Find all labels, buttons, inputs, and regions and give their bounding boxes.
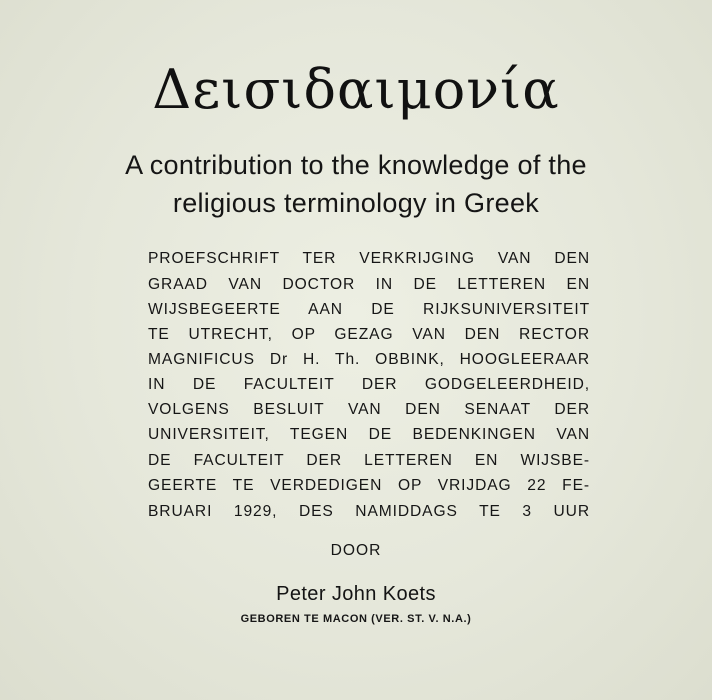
thesis-line-10: GEERTE TE VERDEDIGEN OP VRIJDAG 22 FE-	[148, 477, 590, 494]
thesis-line-2: GRAAD VAN DOCTOR IN DE LETTEREN EN	[148, 276, 590, 293]
author-name: Peter John Koets	[276, 583, 436, 605]
birthplace-line: GEBOREN TE MACON (VER. ST. V. N.A.)	[240, 613, 472, 625]
thesis-line-9: DE FACULTEIT DER LETTEREN EN WIJSBE-	[148, 452, 590, 469]
subtitle-line-1: A contribution to the knowledge of the	[125, 150, 587, 180]
thesis-line-4: TE UTRECHT, OP GEZAG VAN DEN RECTOR	[148, 326, 590, 343]
door-label: DOOR	[330, 542, 382, 559]
thesis-line-8: UNIVERSITEIT, TEGEN DE BEDENKINGEN VAN	[148, 426, 590, 443]
thesis-line-11: BRUARI 1929, DES NAMIDDAGS TE 3 UUR	[148, 503, 590, 520]
greek-title: Δεισιδαιμονία	[152, 58, 560, 121]
thesis-line-3: WIJSBEGEERTE AAN DE RIJKSUNIVERSITEIT	[148, 301, 590, 318]
thesis-line-6: IN DE FACULTEIT DER GODGELEERDHEID,	[148, 376, 590, 393]
thesis-line-5: MAGNIFICUS Dr H. Th. OBBINK, HOOGLEERAAR	[148, 351, 590, 368]
subtitle-line-2: religious terminology in Greek	[172, 188, 540, 218]
thesis-line-7: VOLGENS BESLUIT VAN DEN SENAAT DER	[148, 401, 590, 418]
thesis-line-1: PROEFSCHRIFT TER VERKRIJGING VAN DEN	[148, 250, 590, 267]
